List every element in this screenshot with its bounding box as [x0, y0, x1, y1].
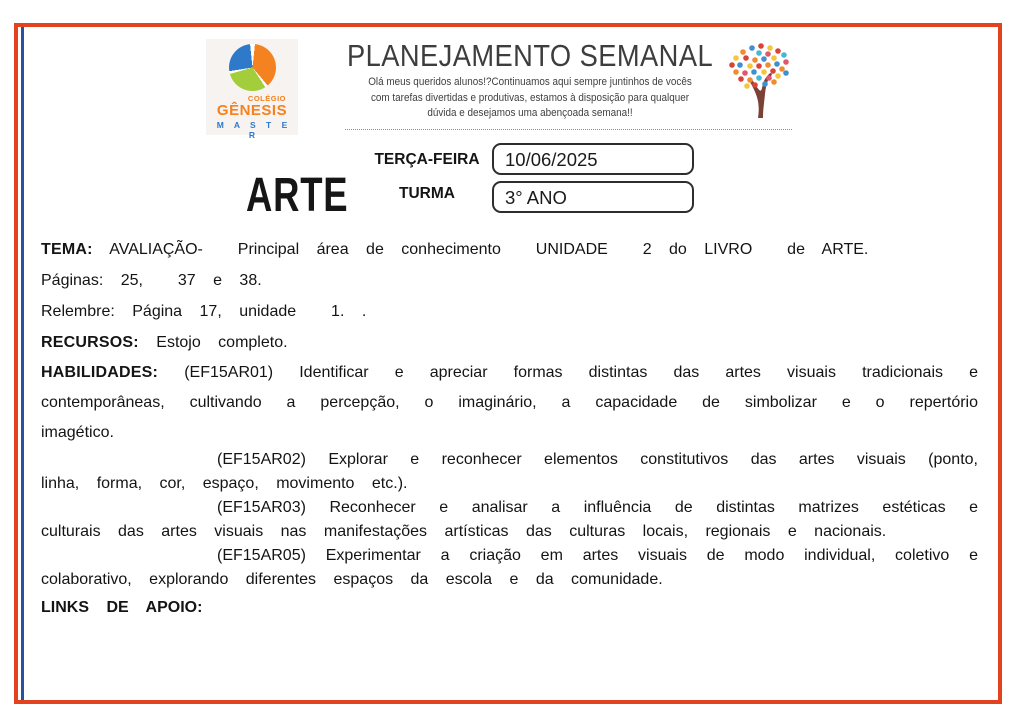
tema-text: AVALIAÇÃO- Principal área de conhecimento UNIDADE 2 do LIVRO de ARTE. [109, 241, 869, 258]
greeting-line-3: dúvida e desejamos uma abençoada semana!! [427, 107, 633, 119]
weekday-label: TERÇA-FEIRA [374, 151, 480, 168]
page-title: PLANEJAMENTO SEMANAL [347, 38, 714, 73]
date-value: 10/06/2025 [505, 149, 598, 170]
paginas-line: Páginas: 25, 37 e 38. [41, 272, 262, 289]
greeting-line-1: Olá meus queridos alunos!?Continuamos aqui sempre juntinhos de vocês [368, 76, 692, 88]
logo-colegio-text: COLÉGIO [247, 94, 286, 103]
class-field[interactable] [492, 181, 694, 213]
relembre-line: Relembre: Página 17, unidade 1. . [41, 303, 367, 320]
recursos-line [41, 327, 978, 358]
skill-ef15ar02: (EF15AR02) Explorar e reconhecer elementos constitutivos das artes visuais (ponto, linha, forma, cor, espaço, movimento etc.). [41, 451, 996, 492]
subject-name: ARTE [246, 169, 349, 222]
links-heading: LINKS DE APOIO: [41, 599, 203, 616]
habilidades-text: (EF15AR01) Identificar e apreciar formas distintas das artes visuais tradicionais e contemporâneas, cultivando a percepção, o imaginário, a capacidade de simbolizar e o repertório imagético. [41, 364, 996, 441]
habilidades-label: HABILIDADES: [41, 364, 159, 381]
logo-master-text: M A S T E R [216, 120, 292, 140]
logo-swirl-icon [229, 44, 276, 91]
date-field[interactable] [492, 143, 694, 175]
tema-line [41, 234, 978, 265]
habilidades-paragraph [41, 358, 996, 448]
header-divider [345, 129, 792, 130]
logo-genesis-text: GÊNESIS [216, 102, 288, 119]
tema-label: TEMA: [41, 241, 93, 258]
school-logo [206, 39, 298, 140]
tree-icon [728, 42, 794, 118]
recursos-text: Estojo completo. [156, 334, 288, 351]
plan-body [41, 234, 996, 623]
skill-ef15ar05: (EF15AR05) Experimentar a criação em artes visuais de modo individual, coletivo e colaborativo, explorando diferentes espaços da escola e da comunidade. [41, 547, 996, 588]
header-greeting [359, 75, 701, 122]
recursos-label: RECURSOS: [41, 334, 139, 351]
left-accent-line [21, 27, 24, 700]
class-label: TURMA [399, 185, 455, 202]
class-value: 3° ANO [505, 187, 567, 208]
skill-ef15ar03: (EF15AR03) Reconhecer e analisar a influência de distintas matrizes estéticas e culturais das artes visuais nas manifestações artísticas das culturas locais, regionais e nacionais. [41, 499, 996, 540]
greeting-line-2: com tarefas divertidas e produtivas, estamos à disposição para qualquer [370, 91, 690, 104]
